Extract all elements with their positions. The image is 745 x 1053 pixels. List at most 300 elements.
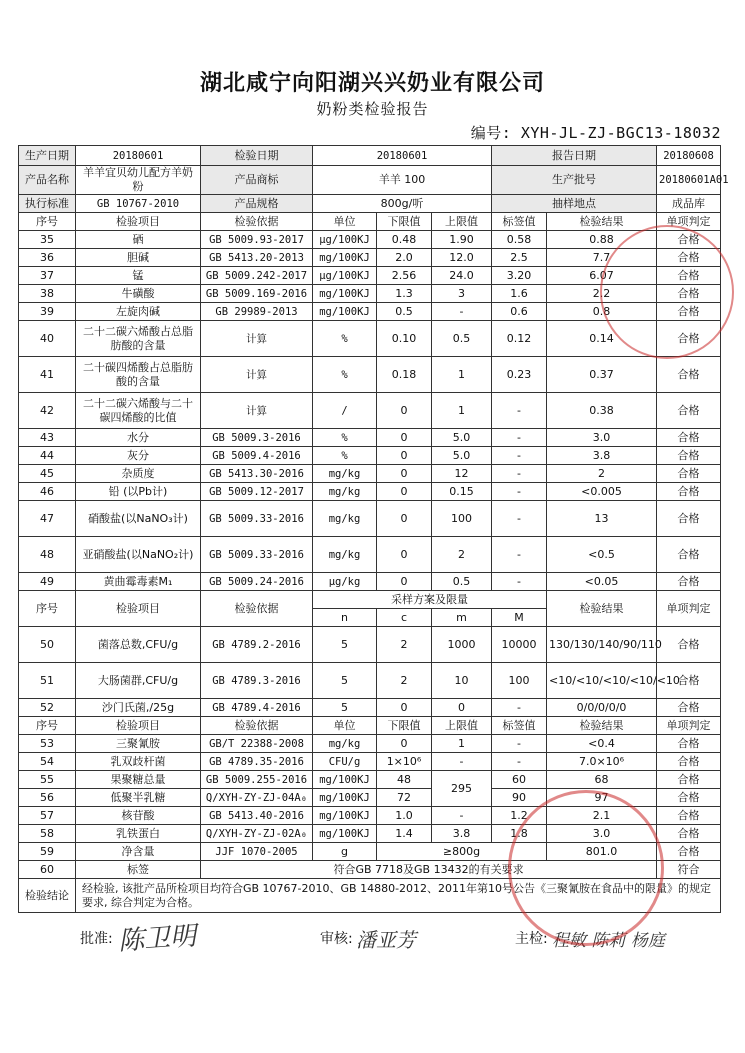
cell: CFU/g xyxy=(313,753,377,771)
cell: - xyxy=(492,573,547,591)
cell: % xyxy=(313,357,377,393)
cell: 44 xyxy=(19,447,76,465)
col-header: 检验结果 xyxy=(547,213,657,231)
cell: 合格 xyxy=(657,753,721,771)
cell: 5 xyxy=(313,663,377,699)
cell: mg/kg xyxy=(313,537,377,573)
table-row xyxy=(19,483,721,501)
cell: GB 5413.40-2016 xyxy=(201,807,313,825)
cell: % xyxy=(313,429,377,447)
cell: JJF 1070-2005 xyxy=(201,843,313,861)
table-row xyxy=(19,861,721,879)
cell: - xyxy=(492,447,547,465)
cell: 合格 xyxy=(657,663,721,699)
trademark: 羊羊 100 xyxy=(313,166,492,195)
table-row xyxy=(19,771,721,789)
cell: - xyxy=(432,753,492,771)
cell: mg/100KJ xyxy=(313,771,377,789)
cell: μg/100KJ xyxy=(313,231,377,249)
cell: - xyxy=(492,429,547,447)
cell: 0 xyxy=(432,699,492,717)
cell: 0 xyxy=(377,429,432,447)
cell: 果聚糖总量 xyxy=(76,771,201,789)
cell: 合格 xyxy=(657,501,721,537)
cell: 59 xyxy=(19,843,76,861)
table-row xyxy=(19,447,721,465)
cell: GB 4789.3-2016 xyxy=(201,663,313,699)
conclusion-label: 检验结论 xyxy=(19,879,76,913)
col-header: 下限值 xyxy=(377,717,432,735)
cell: GB 5009.242-2017 xyxy=(201,267,313,285)
cell: 合格 xyxy=(657,627,721,663)
cell: GB 4789.2-2016 xyxy=(201,627,313,663)
table-row xyxy=(19,843,721,861)
cell: 0 xyxy=(377,447,432,465)
cell: - xyxy=(492,735,547,753)
cell: 54 xyxy=(19,753,76,771)
cell: 55 xyxy=(19,771,76,789)
cell: 杂质度 xyxy=(76,465,201,483)
report-date: 20180608 xyxy=(657,146,721,166)
col-header: M xyxy=(492,609,547,627)
cell: 牛磺酸 xyxy=(76,285,201,303)
table-row xyxy=(19,807,721,825)
cell: 胆碱 xyxy=(76,249,201,267)
cell: 0/0/0/0/0 xyxy=(547,699,657,717)
cell: 0.10 xyxy=(377,321,432,357)
cell: 0 xyxy=(377,699,432,717)
cell: 合格 xyxy=(657,285,721,303)
cell: 0.58 xyxy=(492,231,547,249)
cell: 合格 xyxy=(657,825,721,843)
cell: 1.3 xyxy=(377,285,432,303)
cell: 0 xyxy=(377,573,432,591)
batch-label: 生产批号 xyxy=(492,166,657,195)
table-row xyxy=(19,735,721,753)
cell: 38 xyxy=(19,285,76,303)
review-label: 审核: xyxy=(320,931,353,947)
report-number: 编号: XYH-JL-ZJ-BGC13-18032 xyxy=(470,124,721,142)
cell: 57 xyxy=(19,807,76,825)
batch-number: 20180601A01 xyxy=(657,166,721,195)
col-header: 单位 xyxy=(313,717,377,735)
spec-label: 产品规格 xyxy=(201,195,313,213)
cell: 合格 xyxy=(657,843,721,861)
cell: - xyxy=(492,537,547,573)
table-row xyxy=(19,303,721,321)
cell: 2.56 xyxy=(377,267,432,285)
cell: 合格 xyxy=(657,483,721,501)
col-header: 采样方案及限量 xyxy=(313,591,547,609)
cell: 0.37 xyxy=(547,357,657,393)
cell: 0.48 xyxy=(377,231,432,249)
cell: 10 xyxy=(432,663,492,699)
cell: 合格 xyxy=(657,447,721,465)
inspection-date: 20180601 xyxy=(313,146,492,166)
cell: 37 xyxy=(19,267,76,285)
conclusion-text: 经检验, 该批产品所检项目均符合GB 10767-2010、GB 14880-2012、2011年第10号公告《三聚氰胺在食品中的限量》的规定要求, 综合判定为合格。 xyxy=(76,879,721,913)
info-row xyxy=(19,166,721,195)
cell: 0.5 xyxy=(432,573,492,591)
cell: 合格 xyxy=(657,393,721,429)
cell: <0.5 xyxy=(547,537,657,573)
table-row xyxy=(19,825,721,843)
col-header: 标签值 xyxy=(492,213,547,231)
cell: mg/100KJ xyxy=(313,807,377,825)
col-header: 检验结果 xyxy=(547,717,657,735)
cell: GB 5009.33-2016 xyxy=(201,537,313,573)
cell: 24.0 xyxy=(432,267,492,285)
sampling-label: 抽样地点 xyxy=(492,195,657,213)
cell: mg/kg xyxy=(313,483,377,501)
cell: 0.12 xyxy=(492,321,547,357)
cell: GB 4789.4-2016 xyxy=(201,699,313,717)
table-row xyxy=(19,393,721,429)
spec: 800g/听 xyxy=(313,195,492,213)
cell: 合格 xyxy=(657,807,721,825)
cell: 灰分 xyxy=(76,447,201,465)
cell: 43 xyxy=(19,429,76,447)
col-header: 检验项目 xyxy=(76,213,201,231)
col-header: 检验依据 xyxy=(201,717,313,735)
approve-label: 批准: xyxy=(80,931,113,947)
table-row xyxy=(19,753,721,771)
cell: GB 5009.255-2016 xyxy=(201,771,313,789)
cell: - xyxy=(432,807,492,825)
cell: GB 5009.169-2016 xyxy=(201,285,313,303)
cell: 2 xyxy=(377,627,432,663)
cell: Q/XYH-ZY-ZJ-04A₀ xyxy=(201,789,313,807)
cell: 2.2 xyxy=(547,285,657,303)
cell: 0 xyxy=(377,465,432,483)
col-header: 检验结果 xyxy=(547,591,657,627)
cell: mg/kg xyxy=(313,735,377,753)
cell: 0 xyxy=(377,501,432,537)
col-header: 检验项目 xyxy=(76,591,201,627)
col-header: 单位 xyxy=(313,213,377,231)
cell: 铅 (以Pb计) xyxy=(76,483,201,501)
cell: 36 xyxy=(19,249,76,267)
cell: 1.2 xyxy=(492,807,547,825)
cell: 3.8 xyxy=(547,447,657,465)
cell: GB 5009.93-2017 xyxy=(201,231,313,249)
cell: 1.0 xyxy=(377,807,432,825)
cell: 合格 xyxy=(657,537,721,573)
cell: GB 5009.3-2016 xyxy=(201,429,313,447)
cell: 合格 xyxy=(657,267,721,285)
cell: 58 xyxy=(19,825,76,843)
section-micro xyxy=(19,627,721,717)
cell: 二十碳四烯酸占总脂肪酸的含量 xyxy=(76,357,201,393)
cell: 合格 xyxy=(657,357,721,393)
cell: 黄曲霉毒素M₁ xyxy=(76,573,201,591)
col-header: 单项判定 xyxy=(657,717,721,735)
cell: 1.8 xyxy=(492,825,547,843)
cell: 5.0 xyxy=(432,429,492,447)
cell: 合格 xyxy=(657,249,721,267)
cell: 801.0 xyxy=(547,843,657,861)
table-row xyxy=(19,501,721,537)
cell: 100 xyxy=(432,501,492,537)
cell: - xyxy=(492,699,547,717)
tester-names: 程敏 陈莉 杨庭 xyxy=(552,931,665,951)
cell: 1 xyxy=(432,357,492,393)
conclusion-row xyxy=(19,879,721,913)
cell: 2 xyxy=(432,537,492,573)
table-row xyxy=(19,699,721,717)
table-row xyxy=(19,357,721,393)
cell: 左旋肉碱 xyxy=(76,303,201,321)
cell: 0.15 xyxy=(432,483,492,501)
cell: % xyxy=(313,321,377,357)
cell: 1 xyxy=(432,393,492,429)
col-header: m xyxy=(432,609,492,627)
cell: 标签 xyxy=(76,861,201,879)
cell: 13 xyxy=(547,501,657,537)
cell: 52 xyxy=(19,699,76,717)
cell: 40 xyxy=(19,321,76,357)
cell: - xyxy=(492,483,547,501)
cell: 0 xyxy=(377,483,432,501)
standard: GB 10767-2010 xyxy=(76,195,201,213)
cell: mg/100KJ xyxy=(313,249,377,267)
report-date-label: 报告日期 xyxy=(492,146,657,166)
cell: 菌落总数,CFU/g xyxy=(76,627,201,663)
cell: 硒 xyxy=(76,231,201,249)
cell: 12.0 xyxy=(432,249,492,267)
cell: 1.4 xyxy=(377,825,432,843)
cell: % xyxy=(313,447,377,465)
cell: <0.05 xyxy=(547,573,657,591)
cell: 2.5 xyxy=(492,249,547,267)
cell: 130/130/140/90/110 xyxy=(547,627,657,663)
cell: 乳双歧杆菌 xyxy=(76,753,201,771)
table-row xyxy=(19,627,721,663)
table-row xyxy=(19,321,721,357)
col-header: 标签值 xyxy=(492,717,547,735)
cell: 90 xyxy=(492,789,547,807)
col-header: c xyxy=(377,609,432,627)
cell: 72 xyxy=(377,789,432,807)
tester-label: 主检: xyxy=(515,931,548,947)
cell: 三聚氰胺 xyxy=(76,735,201,753)
cell: 7.0×10⁶ xyxy=(547,753,657,771)
micro-header xyxy=(19,591,721,609)
standard-label: 执行标准 xyxy=(19,195,76,213)
table-header xyxy=(19,213,721,231)
cell: GB/T 22388-2008 xyxy=(201,735,313,753)
cell: 42 xyxy=(19,393,76,429)
approve-name: 陈卫明 xyxy=(117,921,198,957)
cell: 硝酸盐(以NaNO₃计) xyxy=(76,501,201,537)
cell: 35 xyxy=(19,231,76,249)
cell: 合格 xyxy=(657,771,721,789)
cell: 100 xyxy=(492,663,547,699)
cell: 乳铁蛋白 xyxy=(76,825,201,843)
company-title: 湖北咸宁向阳湖兴兴奶业有限公司 xyxy=(199,71,545,96)
cell: 0.14 xyxy=(547,321,657,357)
table-row xyxy=(19,573,721,591)
cell: 1000 xyxy=(432,627,492,663)
table-row xyxy=(19,267,721,285)
cell: 符合GB 7718及GB 13432的有关要求 xyxy=(201,861,657,879)
sampling-place: 成品库 xyxy=(657,195,721,213)
cell: 3.8 xyxy=(432,825,492,843)
cell: 53 xyxy=(19,735,76,753)
cell: 1×10⁶ xyxy=(377,753,432,771)
cell: 1.90 xyxy=(432,231,492,249)
cell: GB 5009.12-2017 xyxy=(201,483,313,501)
cell: mg/100KJ xyxy=(313,303,377,321)
cell: 50 xyxy=(19,627,76,663)
table-row xyxy=(19,465,721,483)
cell: 合格 xyxy=(657,321,721,357)
cell: 51 xyxy=(19,663,76,699)
production-date: 20180601 xyxy=(76,146,201,166)
cell: 60 xyxy=(492,771,547,789)
approve-signature xyxy=(80,928,113,948)
col-header: n xyxy=(313,609,377,627)
report-title: 奶粉类检验报告 xyxy=(316,100,429,118)
cell: 48 xyxy=(19,537,76,573)
cell: mg/100KJ xyxy=(313,285,377,303)
cell: GB 4789.35-2016 xyxy=(201,753,313,771)
cell: / xyxy=(313,393,377,429)
cell: 合格 xyxy=(657,429,721,447)
cell: 计算 xyxy=(201,321,313,357)
cell: 沙门氏菌,/25g xyxy=(76,699,201,717)
cell: - xyxy=(432,303,492,321)
col-header: 上限值 xyxy=(432,213,492,231)
cell: 49 xyxy=(19,573,76,591)
cell: 1.6 xyxy=(492,285,547,303)
cell: mg/100KJ xyxy=(313,789,377,807)
info-row xyxy=(19,146,721,166)
cell: 6.07 xyxy=(547,267,657,285)
cell: 2 xyxy=(377,663,432,699)
info-row xyxy=(19,195,721,213)
cell: 7.7 xyxy=(547,249,657,267)
section-chemical xyxy=(19,231,721,591)
cell: - xyxy=(492,393,547,429)
table-row xyxy=(19,537,721,573)
table-header xyxy=(19,717,721,735)
cell: 10000 xyxy=(492,627,547,663)
cell: 水分 xyxy=(76,429,201,447)
col-header: 上限值 xyxy=(432,717,492,735)
cell: μg/kg xyxy=(313,573,377,591)
cell: 2 xyxy=(547,465,657,483)
cell: 合格 xyxy=(657,573,721,591)
production-date-label: 生产日期 xyxy=(19,146,76,166)
cell: 大肠菌群,CFU/g xyxy=(76,663,201,699)
cell: - xyxy=(492,501,547,537)
cell: 45 xyxy=(19,465,76,483)
cell: mg/kg xyxy=(313,465,377,483)
review-signature xyxy=(320,928,353,948)
cell: 0.8 xyxy=(547,303,657,321)
cell: <0.005 xyxy=(547,483,657,501)
col-header: 检验项目 xyxy=(76,717,201,735)
cell: μg/100KJ xyxy=(313,267,377,285)
cell: 0.23 xyxy=(492,357,547,393)
review-name: 潘亚芳 xyxy=(356,928,416,952)
col-header: 检验依据 xyxy=(201,213,313,231)
cell: Q/XYH-ZY-ZJ-02A₀ xyxy=(201,825,313,843)
cell: 合格 xyxy=(657,699,721,717)
report-table xyxy=(18,145,729,913)
cell: GB 5413.20-2013 xyxy=(201,249,313,267)
cell: 48 xyxy=(377,771,432,789)
cell: 计算 xyxy=(201,357,313,393)
product-name-label: 产品名称 xyxy=(19,166,76,195)
cell: GB 29989-2013 xyxy=(201,303,313,321)
trademark-label: 产品商标 xyxy=(201,166,313,195)
cell: 46 xyxy=(19,483,76,501)
cell: 二十二碳六烯酸占总脂肪酸的含量 xyxy=(76,321,201,357)
col-header: 检验依据 xyxy=(201,591,313,627)
cell: 0.5 xyxy=(377,303,432,321)
cell: 47 xyxy=(19,501,76,537)
cell: GB 5009.33-2016 xyxy=(201,501,313,537)
col-header: 序号 xyxy=(19,213,76,231)
cell: 56 xyxy=(19,789,76,807)
cell: 0.6 xyxy=(492,303,547,321)
cell: 亚硝酸盐(以NaNO₂计) xyxy=(76,537,201,573)
cell: - xyxy=(492,465,547,483)
cell: 0 xyxy=(377,537,432,573)
table-row xyxy=(19,663,721,699)
cell: 0.5 xyxy=(432,321,492,357)
cell: 0.18 xyxy=(377,357,432,393)
cell: GB 5009.24-2016 xyxy=(201,573,313,591)
cell: 60 xyxy=(19,861,76,879)
cell: 68 xyxy=(547,771,657,789)
cell: 2.1 xyxy=(547,807,657,825)
cell: 锰 xyxy=(76,267,201,285)
cell: 1 xyxy=(432,735,492,753)
cell: 核苷酸 xyxy=(76,807,201,825)
cell: - xyxy=(492,753,547,771)
table-row xyxy=(19,231,721,249)
cell: 12 xyxy=(432,465,492,483)
col-header: 下限值 xyxy=(377,213,432,231)
cell: 295 xyxy=(432,771,492,807)
table-row xyxy=(19,789,721,807)
cell: <0.4 xyxy=(547,735,657,753)
table-row xyxy=(19,249,721,267)
cell: 净含量 xyxy=(76,843,201,861)
cell: 0 xyxy=(377,393,432,429)
cell: 39 xyxy=(19,303,76,321)
cell: 合格 xyxy=(657,303,721,321)
product-name: 羊羊宜贝幼儿配方羊奶粉 xyxy=(76,166,201,195)
cell: 2.0 xyxy=(377,249,432,267)
cell: 合格 xyxy=(657,735,721,753)
cell: mg/kg xyxy=(313,501,377,537)
cell: 计算 xyxy=(201,393,313,429)
cell: 41 xyxy=(19,357,76,393)
cell: g xyxy=(313,843,377,861)
cell: GB 5009.4-2016 xyxy=(201,447,313,465)
cell: 5 xyxy=(313,699,377,717)
cell: 5 xyxy=(313,627,377,663)
cell: 符合 xyxy=(657,861,721,879)
tester-signature xyxy=(515,928,548,948)
col-header: 序号 xyxy=(19,591,76,627)
inspection-date-label: 检验日期 xyxy=(201,146,313,166)
col-header: 单项判定 xyxy=(657,213,721,231)
